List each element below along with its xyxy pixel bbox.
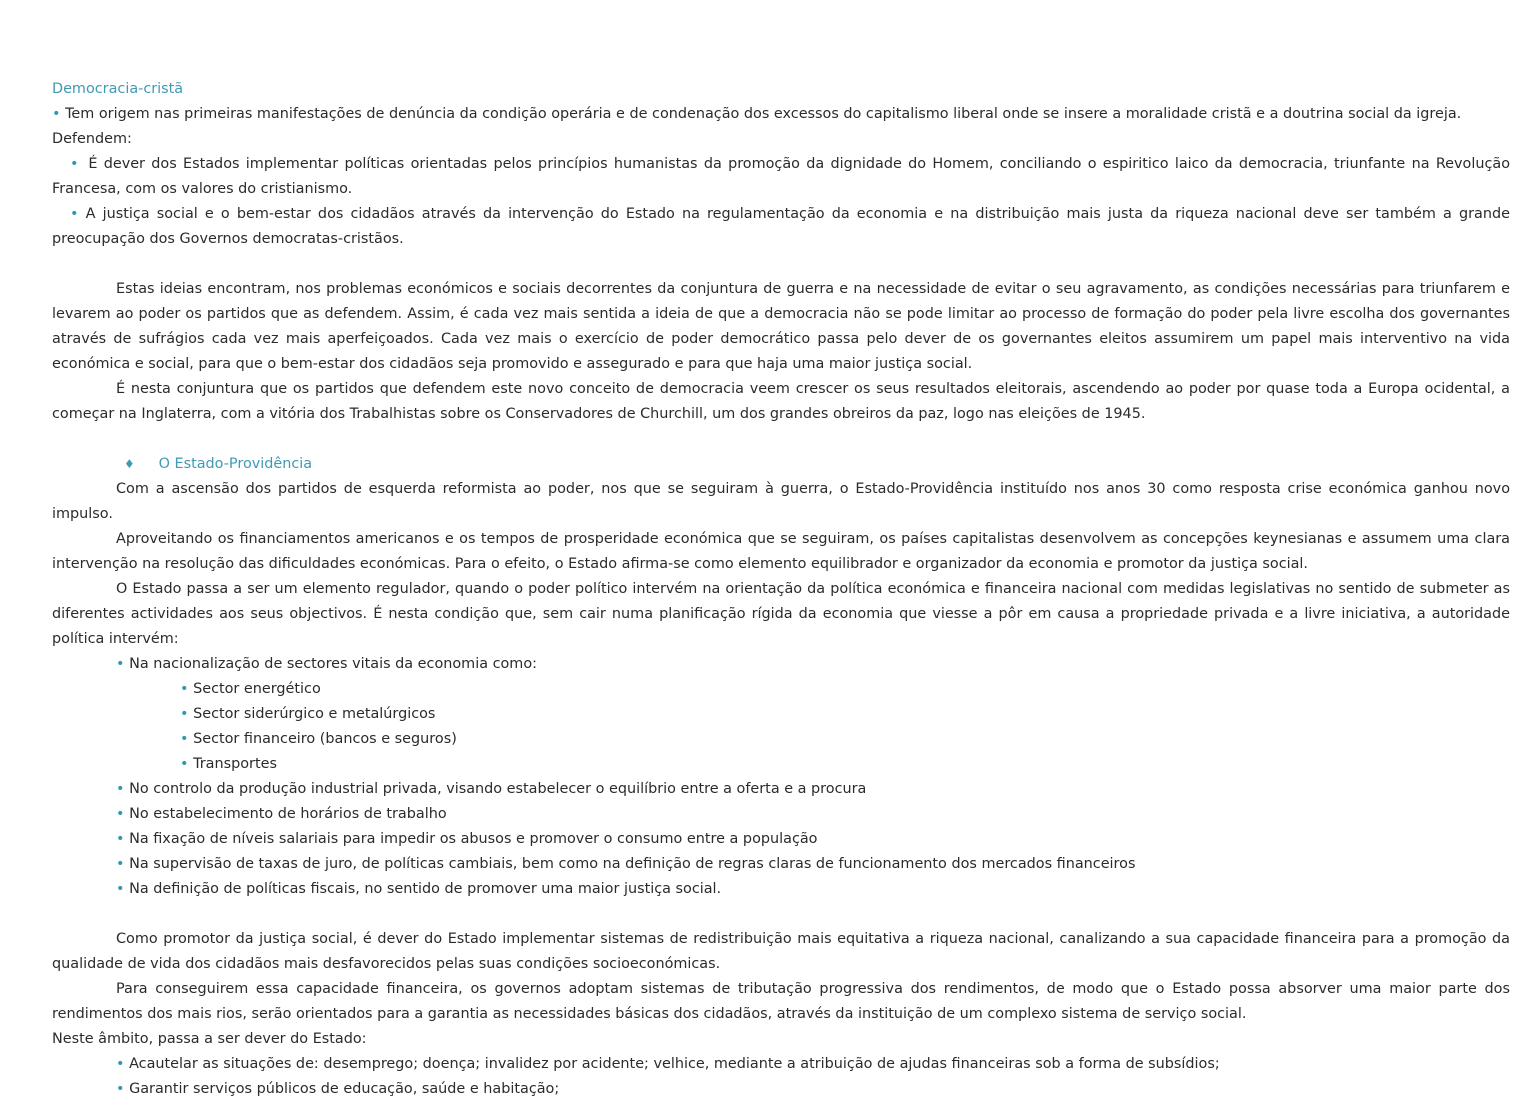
defendem-label: Defendem:: [52, 131, 132, 147]
bullet-icon: •: [116, 806, 125, 822]
list-item-intervencao: • Na fixação de níveis salariais para impedir os abusos e promover o consumo entre a população: [52, 827, 1510, 852]
bullet-icon: •: [52, 106, 61, 122]
ambito-label: Neste âmbito, passa a ser dever do Estado:: [52, 1031, 367, 1047]
bullet-icon: •: [70, 206, 79, 222]
list-item-sector: • Sector energético: [52, 677, 1510, 702]
paragraph-ascensao: Com a ascensão dos partidos de esquerda reformista ao poder, nos que se seguiram à guerra, o Estado-Providência instituído nos anos 30 como resposta crise económica ganhou novo impulso.: [52, 481, 1510, 522]
paragraph-estas-ideias: Estas ideias encontram, nos problemas económicos e sociais decorrentes da conjuntura de guerra e na necessidade de evitar o seu agravamento, as condições necessárias para triunfarem e levarem ao poder os partidos que as defendem. Assim, é cada vez mais sentida a ideia de que a democracia não se pode limitar ao processo de formação do poder pela livre escolha dos governantes através de sufrágios cada vez mais aperfeiçoados. Cada vez mais o exercício de poder democrático passa pelo dever de os governantes eleitos assumirem um papel mais interventivo na vida económica e social, para que o bem-estar dos cidadãos seja promovido e assegurado e para que haja uma maior justiça social.: [52, 281, 1510, 372]
bullet-icon: •: [116, 856, 125, 872]
bullet-icon: •: [116, 781, 125, 797]
bullet-icon: •: [180, 706, 189, 722]
bullet-icon: •: [180, 756, 189, 772]
bullet-icon: •: [180, 731, 189, 747]
list-item-sector: • Sector financeiro (bancos e seguros): [52, 727, 1510, 752]
spacer: [52, 902, 1510, 927]
list-item-sector: • Transportes: [52, 752, 1510, 777]
paragraph-promotor: Como promotor da justiça social, é dever do Estado implementar sistemas de redistribuição mais equitativa a riqueza nacional, canalizando a sua capacidade financeira para a promoção da qualidade de vida dos cidadãos mais desfavorecidos pelas suas condições socioeconómicas.: [52, 931, 1510, 972]
list-item-intervencao: • No controlo da produção industrial privada, visando estabelecer o equilíbrio entre a oferta e a procura: [52, 777, 1510, 802]
list-item-intervencao: • Na supervisão de taxas de juro, de políticas cambiais, bem como na definição de regras claras de funcionamento dos mercados financeiros: [52, 852, 1510, 877]
heading-estado-providencia: ♦ O Estado-Providência: [52, 452, 1510, 477]
bullet-icon: •: [116, 1056, 125, 1072]
paragraph-conjuntura: É nesta conjuntura que os partidos que defendem este novo conceito de democracia veem crescer os seus resultados eleitorais, ascendendo ao poder por quase toda a Europa ocidental, a começar na Inglaterra, com a vitória dos Trabalhistas sobre os Conservadores de Churchill, um dos grandes obreiros da paz, logo nas eleições de 1945.: [52, 381, 1510, 422]
bullet-icon: •: [116, 881, 125, 897]
bullet-icon: •: [70, 156, 79, 172]
heading-democracia-crista: Democracia-cristã: [52, 81, 184, 97]
bullet-nacionalizacao: • Na nacionalização de sectores vitais da economia como:: [52, 652, 1510, 677]
spacer: [52, 252, 1510, 277]
paragraph-financiamentos: Aproveitando os financiamentos americanos e os tempos de prosperidade económica que se seguiram, os países capitalistas desenvolvem as concepções keynesianas e assumem uma clara intervenção na resolução das dificuldades económicas. Para o efeito, o Estado afirma-se como elemento equilibrador e organizador da economia e promotor da justiça social.: [52, 531, 1510, 572]
diamond-icon: ♦: [124, 457, 135, 471]
bullet-icon: •: [116, 656, 125, 672]
paragraph-regulador: O Estado passa a ser um elemento regulador, quando o poder político intervém na orientação da política económica e financeira nacional com medidas legislativas no sentido de submeter as diferentes actividades aos seus objectivos. É nesta condição que, sem cair numa planificação rígida da economia que viesse a pôr em causa a propriedade privada e a livre iniciativa, a autoridade política intervém:: [52, 581, 1510, 647]
list-item-dever: • Acautelar as situações de: desemprego; doença; invalidez por acidente; velhice, mediante a atribuição de ajudas financeiras sob a forma de subsídios;: [52, 1052, 1510, 1077]
paragraph-capacidade: Para conseguirem essa capacidade financeira, os governos adoptam sistemas de tributação progressiva dos rendimentos, de modo que o Estado possa absorver uma maior parte dos rendimentos dos mais rios, serão orientados para a garantia as necessidades básicas dos cidadãos, através da instituição de um complexo sistema de serviço social.: [52, 981, 1510, 1022]
bullet-icon: •: [116, 1081, 125, 1097]
list-item-intervencao: • No estabelecimento de horários de trabalho: [52, 802, 1510, 827]
bullet-icon: •: [180, 681, 189, 697]
bullet-icon: •: [116, 831, 125, 847]
document-page: [52, 77, 1510, 1102]
defendem-bullet-2: • A justiça social e o bem-estar dos cidadãos através da intervenção do Estado na regulamentação da economia e na distribuição mais justa da riqueza nacional deve ser também a grande preocupação dos Governos democratas-cristãos.: [52, 202, 1510, 252]
list-item-dever: • Garantir serviços públicos de educação, saúde e habitação;: [52, 1077, 1510, 1102]
intro-bullet: • Tem origem nas primeiras manifestações de denúncia da condição operária e de condenação dos excessos do capitalismo liberal onde se insere a moralidade cristã e a doutrina social da igreja.: [52, 102, 1510, 127]
list-item-intervencao: • Na definição de políticas fiscais, no sentido de promover uma maior justiça social.: [52, 877, 1510, 902]
spacer: [52, 427, 1510, 452]
defendem-bullet-1: • É dever dos Estados implementar políticas orientadas pelos princípios humanistas da promoção da dignidade do Homem, conciliando o espiritico laico da democracia, triunfante na Revolução Francesa, com os valores do cristianismo.: [52, 152, 1510, 202]
list-item-sector: • Sector siderúrgico e metalúrgicos: [52, 702, 1510, 727]
